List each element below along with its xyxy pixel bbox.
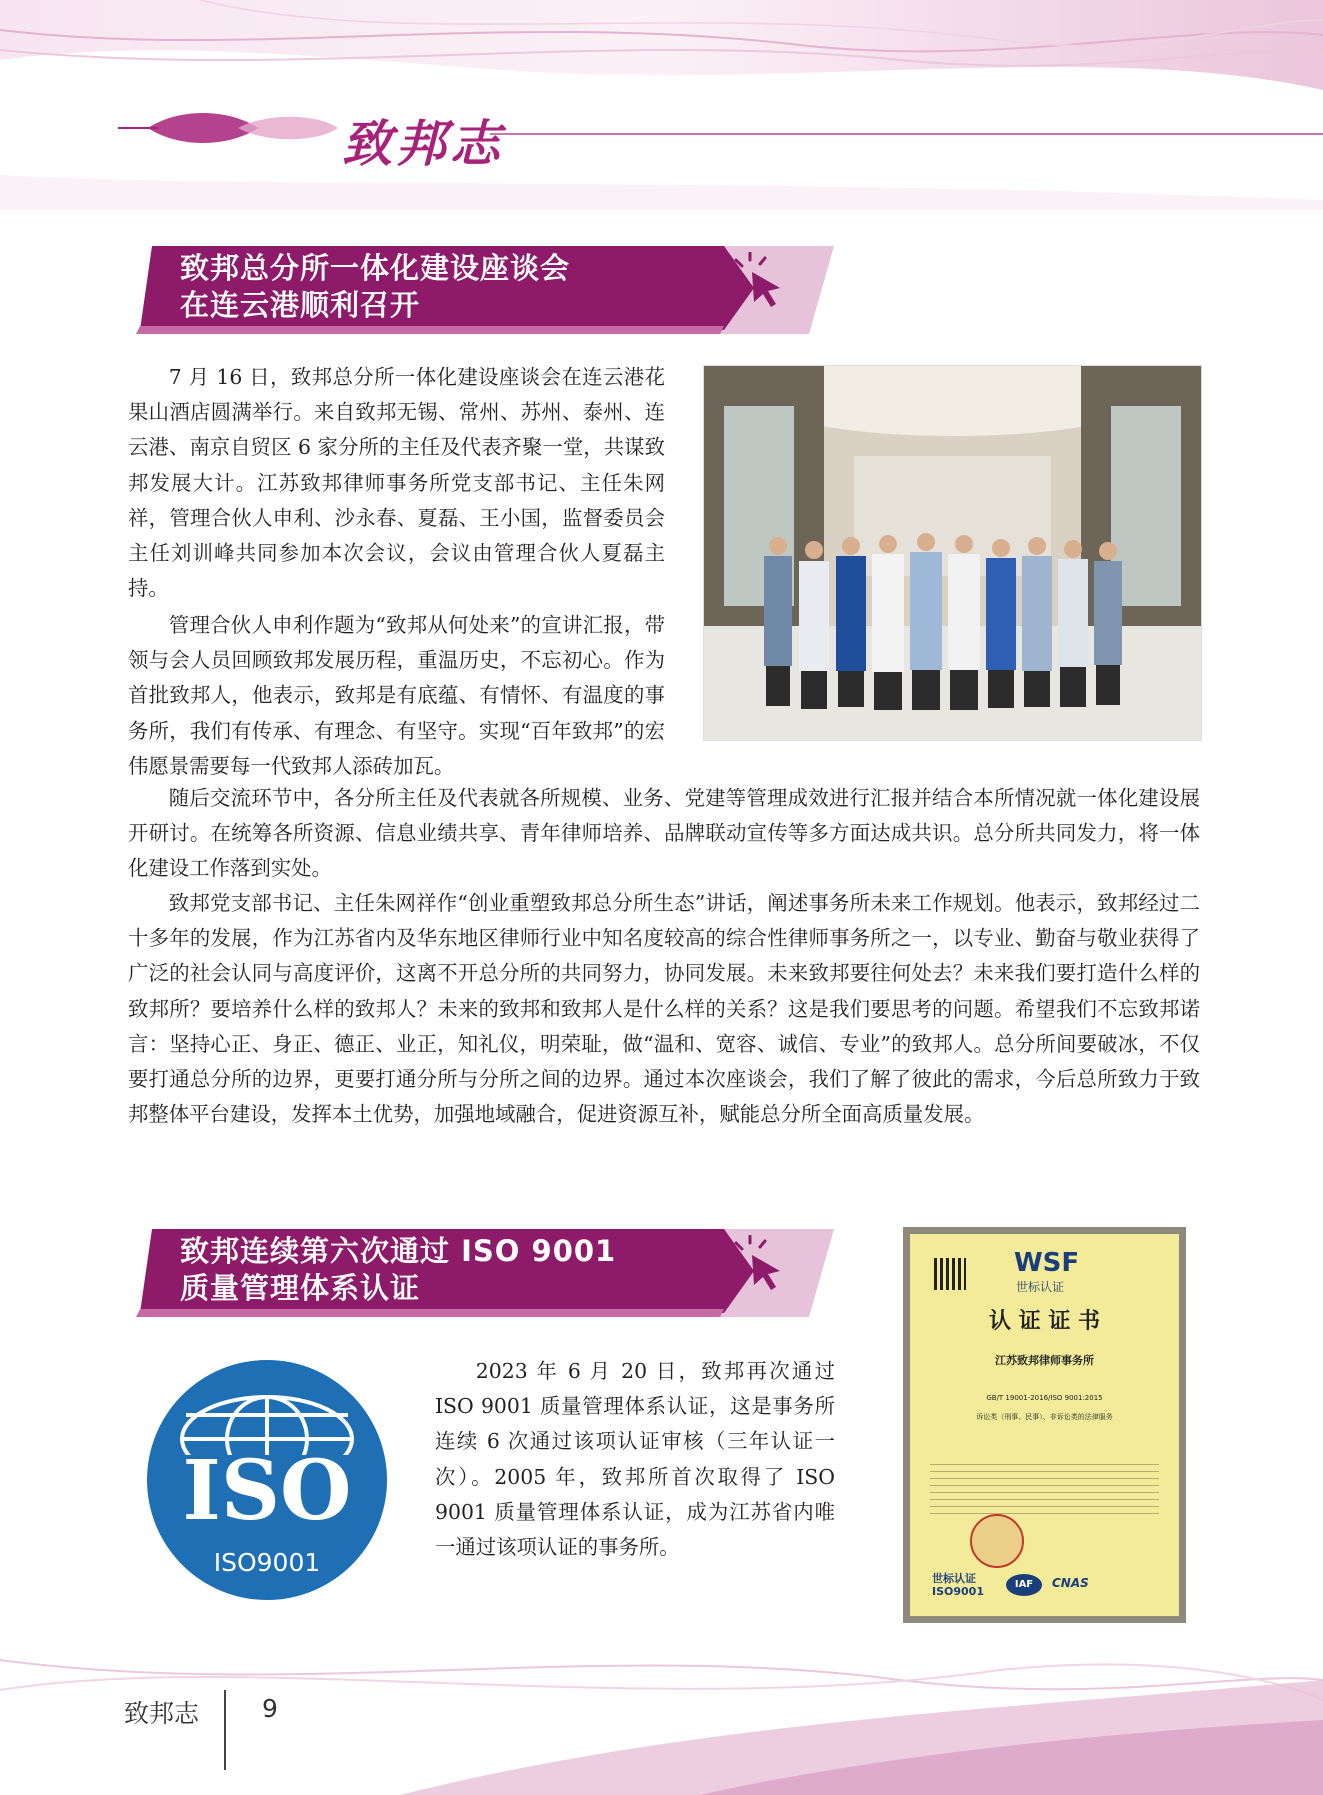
cert-badge-iaf: IAF [1006,1574,1042,1596]
cert-qr-icon [934,1258,966,1290]
cert-badge-worldstandard: 世标认证 ISO9001 [932,1572,984,1598]
click-cursor-icon [730,252,790,312]
section2-title: 致邦连续第六次通过 ISO 9001 质量管理体系认证 [180,1234,617,1305]
section2-banner [134,1223,834,1323]
section1-title: 致邦总分所一体化建设座谈会 在连云港顺利召开 [180,251,571,322]
cert-badge-cnas: CNAS [1052,1576,1089,1590]
cert-brand-sub: 世标认证 [1016,1280,1065,1294]
page-number: 9 [262,1694,278,1723]
magazine-title: 致邦志 [342,115,504,173]
cert-brand: WSF [1014,1248,1080,1278]
section2-paragraph: 2023 年 6 月 20 日，致邦再次通过 ISO 9001 质量管理体系认证，这是事务所连续 6 次通过该项认证审核（三年认证一次）。2005 年，致邦所首次取得了 ISO 9001 质量管理体系认证，成为江苏省内唯一通过该项认证的事务所。 [435,1359,835,1560]
iso-certificate-image [903,1227,1186,1623]
section1-paragraph-4: 致邦党支部书记、主任朱网祥作“创业重塑致邦总分所生态”讲话，阐述事务所未来工作规划。他表示，致邦经过二十多年的发展，作为江苏省内及华东地区律师行业中知名度较高的综合性律师事务所之一，以专业、勤奋与敬业获得了广泛的社会认同与高度评价，这离不开总分所的共同努力，协同发展。未来致邦要往何处去？未来我们要打造什么样的致邦所？要培养什么样的致邦人？未来的致邦和致邦人是什么样的关系？这是我们要思考的问题。希望我们不忘致邦诺言：坚持心正、身正、德正、业正，知礼仪，明荣耻，做“温和、宽容、诚信、专业”的致邦人。总分所间要破冰，不仅要打通总分所的边界，更要打通分所与分所之间的边界。通过本次座谈会，我们了解了彼此的需求，今后总所致力于致邦整体平台建设，发挥本土优势，加强地域融合，促进资源互补，赋能总分所全面高质量发展。 [128,891,1200,1127]
section1-banner [134,240,834,340]
footer-publication-name: 致邦志 [124,1699,200,1728]
cert-heading: 认 证 证 书 [989,1309,1100,1334]
iso-logo [146,1359,388,1601]
cert-text-lines [930,1464,1159,1520]
cert-standard: GB/T 19001-2016/ISO 9001:2015 [986,1394,1103,1402]
iso-logo-text: ISO [182,1443,352,1539]
footer-divider [224,1690,226,1770]
header-decoration [0,0,1323,210]
iso-logo-subtext: ISO9001 [213,1548,321,1577]
cert-seal-icon [970,1514,1024,1568]
section1-paragraph-1: 7 月 16 日，致邦总分所一体化建设座谈会在连云港花果山酒店圆满举行。来自致邦无锡、常州、苏州、泰州、连云港、南京自贸区 6 家分所的主任及代表齐聚一堂，共谋致邦发展大计。江苏致邦律师事务所党支部书记、主任朱网祥，管理合伙人申利、沙永春、夏磊、王小国，监督委员会主任刘训峰共同参加本次会议，会议由管理合伙人夏磊主持。 [128,365,665,601]
header-rule [490,133,1323,135]
leaf-ornament [118,108,338,148]
section1-paragraph-3: 随后交流环节中，各分所主任及代表就各所规模、业务、党建等管理成效进行汇报并结合本所情况就一体化建设展开研讨。在统筹各所资源、信息业绩共享、青年律师培养、品牌联动宣传等多方面达成共识。总分所共同发力，将一体化建设工作落到实处。 [128,786,1200,881]
section1-paragraph-2: 管理合伙人申利作题为“致邦从何处来”的宣讲汇报，带领与会人员回顾致邦发展历程，重温历史，不忘初心。作为首批致邦人，他表示，致邦是有底蕴、有情怀、有温度的事务所，我们有传承、有理念、有坚守。实现“百年致邦”的宏伟愿景需要每一代致邦人添砖加瓦。 [128,613,665,778]
cert-company: 江苏致邦律师事务所 [995,1354,1094,1367]
cert-scope: 诉讼类（刑事、民事）、非诉讼类的法律服务 [976,1413,1113,1421]
click-cursor-icon [730,1235,790,1295]
group-photo [703,365,1202,741]
